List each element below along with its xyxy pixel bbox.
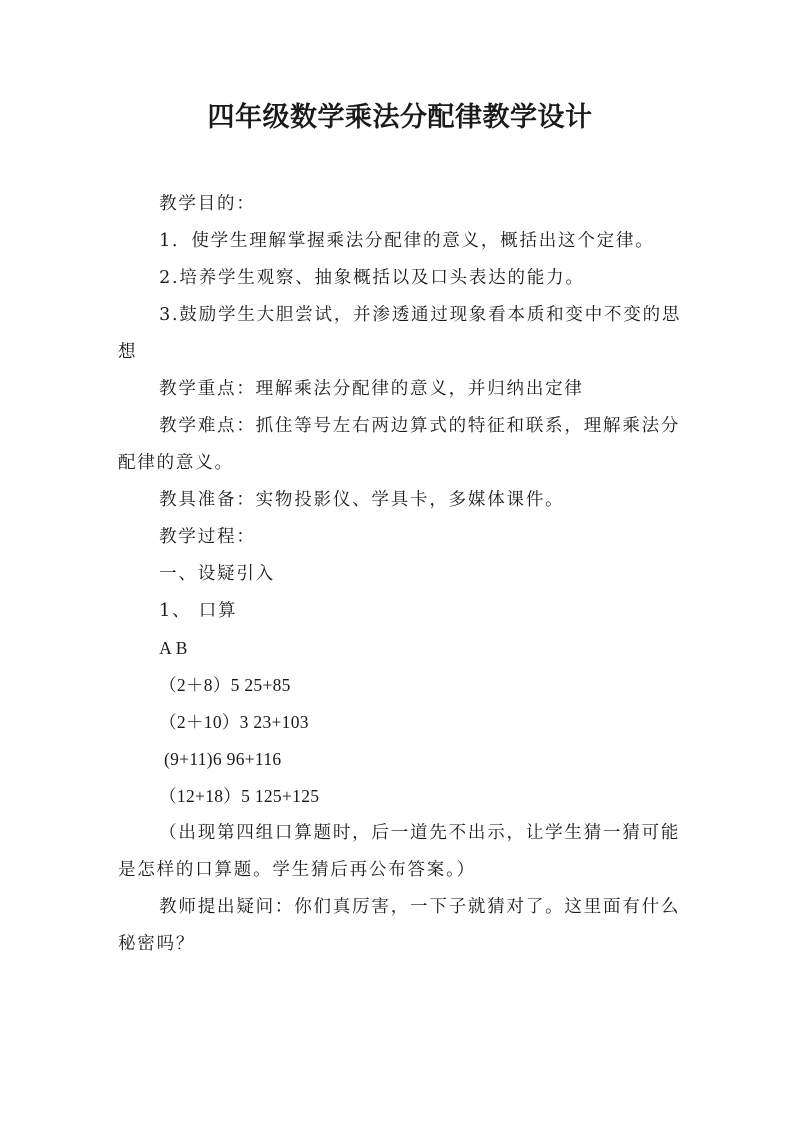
paragraph-goal-3: 3.鼓励学生大胆尝试，并渗透通过现象看本质和变中不变的思想: [118, 305, 682, 362]
paragraph-teaching-process: 教学过程：: [159, 527, 256, 547]
paragraph-column-labels: A B: [159, 638, 188, 658]
paragraph-teaching-goals-heading: 教学目的：: [159, 194, 256, 214]
paragraph-calc-row-2: （2＋10）3 23+103: [159, 712, 309, 732]
paragraph-key-point: 教学重点：理解乘法分配律的意义，并归纳出定律: [159, 379, 584, 399]
paragraph-teaching-aids: 教具准备：实物投影仪、学具卡，多媒体课件。: [159, 490, 565, 510]
paragraph-teacher-question: 教师提出疑问：你们真厉害，一下子就猜对了。这里面有什么秘密吗？: [118, 897, 681, 954]
paragraph-calc-row-3: (9+11)6 96+116: [164, 749, 282, 769]
paragraph-section-1: 一、设疑引入: [159, 564, 275, 584]
paragraph-goal-1: 1．使学生理解掌握乘法分配律的意义，概括出这个定律。: [159, 231, 655, 251]
paragraph-goal-2: 2.培养学生观察、抽象概括以及口头表达的能力。: [159, 268, 585, 288]
paragraph-calc-row-4: （12+18）5 125+125: [159, 786, 320, 806]
paragraph-difficult-point: 教学难点：抓住等号左右两边算式的特征和联系，理解乘法分配律的意义。: [118, 416, 681, 473]
document-title: 四年级数学乘法分配律教学设计: [207, 102, 593, 133]
document-body: [118, 186, 682, 963]
paragraph-guess-note: （出现第四组口算题时，后一道先不出示，让学生猜一猜可能是怎样的口算题。学生猜后再公布答案。）: [118, 823, 681, 880]
paragraph-calc-row-1: （2＋8）5 25+85: [159, 675, 291, 695]
paragraph-oral-calc: 1、 口算: [159, 601, 238, 621]
